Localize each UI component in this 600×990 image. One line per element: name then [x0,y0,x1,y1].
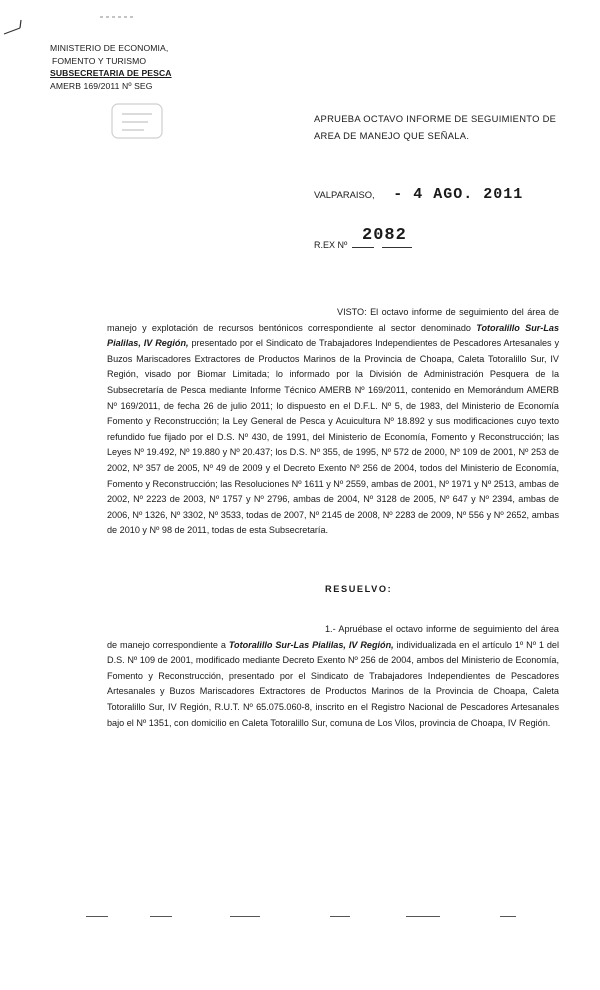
resolution-item-1 [107,622,559,731]
resolution-line-1 [352,247,374,248]
resolution-line-2 [382,247,412,248]
footer-mark-3 [230,916,260,917]
ministry-line-1: MINISTERIO DE ECONOMIA, [50,43,169,53]
ministry-line-2: FOMENTO Y TURISMO [52,55,147,66]
item1-body: individualizada en el artículo 1º Nº 1 del D.S. Nº 109 de 2001, modificado mediante Decreto Exento Nº 256 de 2004, ambos del Ministerio de Economía, Fomento y Reconstrucción, presentado por el Sindicato de Trabajadores Independientes de Pescadores Artesanales y Buzos Mariscadores Extractores de Productos Marinos de la Provincia de Choapa, Caleta Totoralillo Sur, IV Región, R.U.T. Nº 65.075.060-8, inscrito en el Registro Nacional de Pescadores Artesanales bajo el Nº 1351, con domicilio en Caleta Totoralillo Sur, comuna de Los Vilos, provincia de Choapa, IV Región. [107,639,559,728]
resolution-number-row [314,226,412,250]
footer-mark-4 [330,916,350,917]
visto-paragraph [107,305,559,539]
resuelvo-heading: RESUELVO: [325,584,393,594]
item1-lead: 1.- Apruébase el octavo informe de seguimiento del área de manejo correspondiente a [107,624,559,650]
letterhead [50,42,172,92]
resolution-label: R.EX Nº [314,240,348,250]
top-dash-mark [98,14,138,20]
footer-mark-1 [86,916,108,917]
footer-mark-6 [500,916,516,917]
item1-sector: Totoralillo Sur-Las Pialilas, IV Región, [228,639,394,650]
date-stamp: - 4 AGO. 2011 [393,186,524,203]
footer-mark-2 [150,916,172,917]
subsecretaria-line: SUBSECRETARIA DE PESCA [50,68,172,78]
visto-lead: VISTO: El octavo informe de seguimiento del área de manejo y explotación de recursos bentónicos correspondiente al sector denominado [107,307,559,333]
visto-sector: Totoralillo Sur-Las Pialilas, IV Región, [107,322,559,349]
reference-line: AMERB 169/2011 Nº SEG [50,80,153,91]
document-title: APRUEBA OCTAVO INFORME DE SEGUIMIENTO DE AREA DE MANEJO QUE SEÑALA. [314,113,557,141]
resolution-number: 2082 [362,226,407,245]
faint-stamp-seal [108,100,166,142]
date-city: VALPARAISO, [314,189,375,200]
footer-mark-5 [406,916,440,917]
visto-body: presentado por el Sindicato de Trabajadores Independientes de Pescadores Artesanales y Buzos Mariscadores Extractores de Productos Marinos de la Provincia de Choapa, Caleta Totoralillo Sur, IV Región, visado por Biomar Limitada; lo informado por la División de Administración Pesquera de la Subsecretaría de Pesca mediante Informe Técnico AMERB Nº 169/2011, contenido en Memorándum AMERB Nº 169/2011, de fecha 26 de julio 2011; lo dispuesto en el D.F.L. Nº 5, de 1983, del Ministerio de Economía Fomento y Reconstrucción; la Ley General de Pesca y Acuicultura Nº 18.892 y sus modificaciones cuyo texto refundido fue fijado por el D.S. Nº 430, de 1991, del Ministerio de Economía, Fomento y Reconstrucción; las Leyes Nº 19.492, Nº 19.880 y Nº 20.437; los D.S. Nº 355, de 1995, Nº 572 de 2000, Nº 109 de 2001, Nº 253 de 2002, Nº 357 de 2005, Nº 49 de 2009 y el Decreto Exento Nº 256 de 2004, todos del Ministerio de Economía, Fomento y Reconstrucción; las Resoluciones Nº 1611 y Nº 2559, ambas de 2001, Nº 1971 y Nº 2513, ambas de 2002, Nº 2223 de 2003, Nº 1757 y Nº 2796, ambas de 2004, Nº 3128 de 2005, Nº 647 y Nº 2394, ambas de 2006, Nº 1326, Nº 3302, Nº 3533, todas de 2007, Nº 2145 de 2008, Nº 2283 de 2009, Nº 556 y Nº 2652, ambas de 2010 y Nº 98 de 2011, todas de esta Subsecretaría. [107,338,559,536]
date-row [314,186,523,203]
corner-pen-mark [2,18,24,38]
